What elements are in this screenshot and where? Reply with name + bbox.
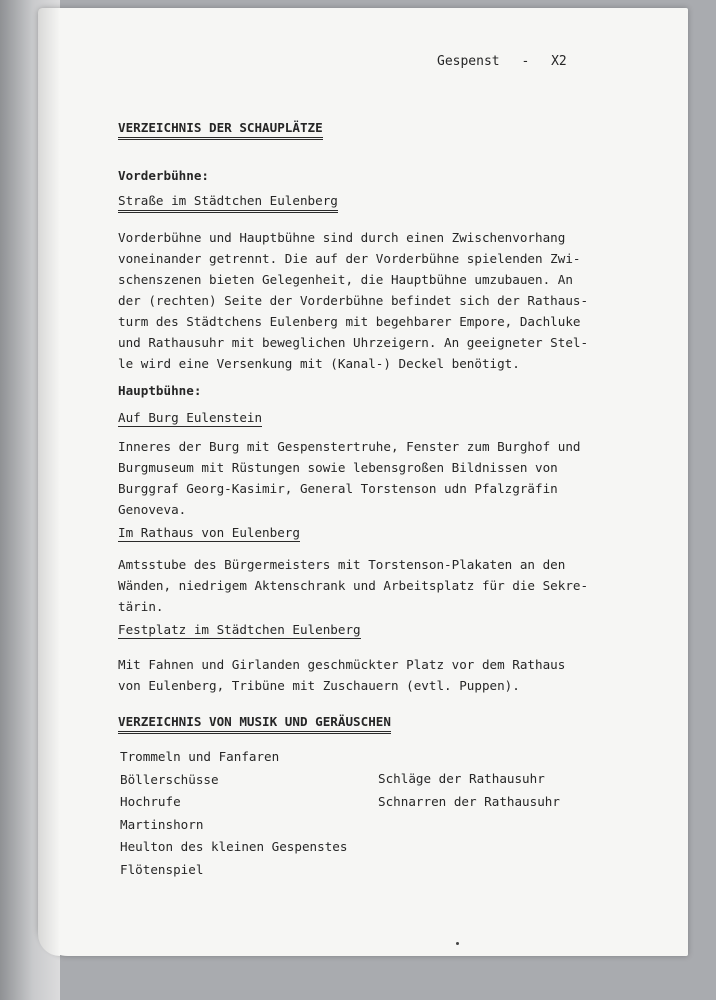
text-line: le wird eine Versenkung mit (Kanal-) Deckel benötigt.: [118, 356, 520, 371]
page-header: [437, 54, 567, 69]
text-line: Genoveva.: [118, 502, 187, 517]
scene-location-rathaus: Im Rathaus von Eulenberg: [118, 525, 300, 540]
text-line: schenszenen bieten Gelegenheit, die Hauptbühne umzubauen. An: [118, 272, 573, 287]
front-stage-description: [118, 227, 588, 374]
list-item: Trommeln und Fanfaren: [120, 749, 280, 764]
music-heading: VERZEICHNIS VON MUSIK UND GERÄUSCHEN: [118, 714, 391, 734]
text-line: Mit Fahnen und Girlanden geschmückter Platz vor dem Rathaus: [118, 657, 566, 672]
scene-location-festplatz: Festplatz im Städtchen Eulenberg: [118, 622, 361, 637]
header-page-number: X2: [551, 54, 567, 69]
text-line: turm des Städtchens Eulenberg mit begehbarer Empore, Dachluke: [118, 314, 581, 329]
text-line: Amtsstube des Bürgermeisters mit Torstenson-Plakaten an den: [118, 557, 566, 572]
header-separator: -: [521, 54, 530, 69]
front-stage-label: Vorderbühne:: [118, 168, 209, 183]
text-line: tärin.: [118, 599, 164, 614]
header-title: Gespenst: [437, 54, 500, 69]
places-heading: VERZEICHNIS DER SCHAUPLÄTZE: [118, 120, 323, 140]
list-item: Flötenspiel: [120, 861, 204, 877]
text-line: Wänden, niedrigem Aktenschrank und Arbeitsplatz für die Sekre-: [118, 578, 589, 593]
front-stage-location: Straße im Städtchen Eulenberg: [118, 193, 338, 213]
music-list-left: [120, 746, 347, 881]
text-line: voneinander getrennt. Die auf der Vorderbühne spielenden Zwi-: [118, 251, 581, 266]
scene-description-festplatz: [118, 654, 565, 696]
scene-description-rathaus: [118, 554, 588, 617]
list-item: Böllerschüsse: [120, 771, 219, 787]
list-item: Martinshorn: [120, 816, 204, 832]
text-line: Burgmuseum mit Rüstungen sowie lebensgroßen Bildnissen von: [118, 460, 558, 475]
scene-location-burg: Auf Burg Eulenstein: [118, 410, 263, 425]
text-line: von Eulenberg, Tribüne mit Zuschauern (evtl. Puppen).: [118, 678, 520, 693]
list-item: Schnarren der Rathausuhr: [378, 793, 560, 809]
text-line: Burggraf Georg-Kasimir, General Torstenson udn Pfalzgräfin: [118, 481, 558, 496]
text-line: der (rechten) Seite der Vorderbühne befindet sich der Rathaus-: [118, 293, 589, 308]
list-item: Hochrufe: [120, 794, 181, 809]
text-line: Inneres der Burg mit Gespenstertruhe, Fenster zum Burghof und: [118, 439, 581, 454]
text-line: und Rathausuhr mit beweglichen Uhrzeigern. An geeigneter Stel-: [118, 335, 589, 350]
text-line: Vorderbühne und Hauptbühne sind durch einen Zwischenvorhang: [118, 230, 566, 245]
page-speck: [456, 942, 459, 945]
main-stage-label: Hauptbühne:: [118, 383, 202, 398]
music-list-right: [378, 768, 560, 813]
list-item: Schläge der Rathausuhr: [378, 771, 545, 786]
page-binding-shadow: [38, 8, 60, 956]
scene-description-burg: [118, 436, 581, 520]
list-item: Heulton des kleinen Gespenstes: [120, 839, 348, 854]
